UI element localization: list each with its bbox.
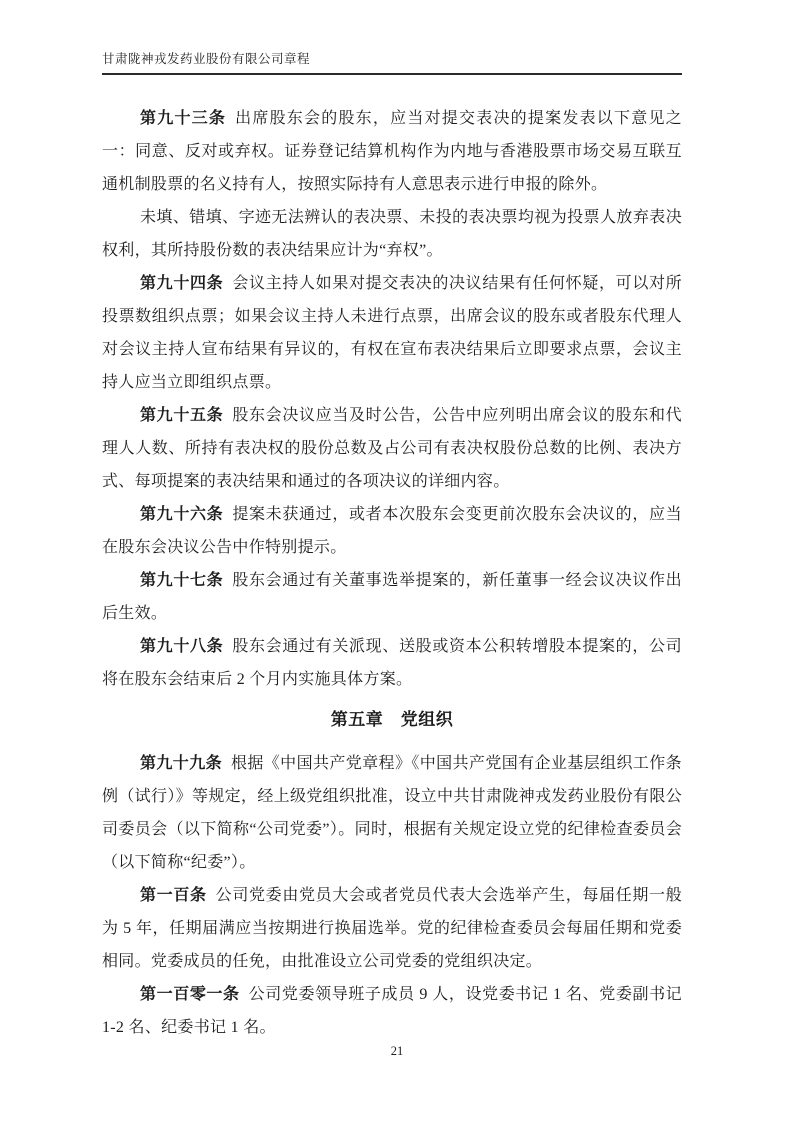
paragraph-article-98 xyxy=(102,630,682,696)
paragraph-continuation xyxy=(102,201,682,267)
article-text: 根据《中国共产党章程》《中国共产党国有企业基层组织工作条例（试行）》等规定，经上级党组织批准，设立中共甘肃陇神戎发药业股份有限公司委员会（以下简称“公司党委”）。同时，根据有关规定设立党的纪律检查委员会（以下简称“纪委”）。 xyxy=(102,754,682,871)
article-number: 第一百零一条 xyxy=(140,985,240,1003)
article-number: 第九十五条 xyxy=(140,406,224,424)
page-number: 21 xyxy=(390,1044,404,1058)
article-number: 第九十三条 xyxy=(140,109,227,127)
article-text: 会议主持人如果对提交表决的决议结果有任何怀疑，可以对所投票数组织点票；如果会议主持人未进行点票，出席会议的股东或者股东代理人对会议主持人宣布结果有异议的，有权在宣布表决结果后立即要求点票，会议主持人应当立即组织点票。 xyxy=(102,274,682,391)
paragraph-article-95 xyxy=(102,399,682,498)
article-text: 股东会通过有关派现、送股或资本公积转增股本提案的，公司将在股东会结束后 2 个月内实施具体方案。 xyxy=(102,637,682,688)
article-text: 公司党委领导班子成员 9 人，设党委书记 1 名、党委副书记 1-2 名、纪委书记 1 名。 xyxy=(102,985,682,1036)
article-text: 股东会决议应当及时公告，公告中应列明出席会议的股东和代理人人数、所持有表决权的股份总数及占公司有表决权股份总数的比例、表决方式、每项提案的表决结果和通过的各项决议的详细内容。 xyxy=(102,406,682,490)
paragraph-article-96 xyxy=(102,498,682,564)
article-number: 第九十八条 xyxy=(140,637,224,655)
header-title: 甘肃陇神戎发药业股份有限公司章程 xyxy=(102,50,682,75)
paragraph-article-101 xyxy=(102,978,682,1044)
article-text: 提案未获通过，或者本次股东会变更前次股东会决议的，应当在股东会决议公告中作特别提示。 xyxy=(102,505,682,556)
article-text: 股东会通过有关董事选举提案的，新任董事一经会议决议作出后生效。 xyxy=(102,571,682,622)
page-header xyxy=(102,50,682,75)
article-number: 第九十四条 xyxy=(140,274,224,292)
article-number: 第一百条 xyxy=(140,886,207,904)
paragraph-article-100 xyxy=(102,879,682,978)
chapter-heading: 第五章 党组织 xyxy=(330,709,454,729)
paragraph-article-97 xyxy=(102,564,682,630)
paragraph-article-93 xyxy=(102,102,682,201)
article-text: 出席股东会的股东，应当对提交表决的提案发表以下意见之一：同意、反对或弃权。证券登记结算机构作为内地与香港股票市场交易互联互通机制股票的名义持有人，按照实际持有人意思表示进行申报的除外。 xyxy=(102,109,682,193)
paragraph-article-94 xyxy=(102,267,682,399)
article-number: 第九十六条 xyxy=(140,505,224,523)
article-number: 第九十七条 xyxy=(140,571,224,589)
article-number: 第九十九条 xyxy=(140,754,222,772)
article-text: 未填、错填、字迹无法辨认的表决票、未投的表决票均视为投票人放弃表决权利，其所持股份数的表决结果应计为“弃权”。 xyxy=(102,208,682,259)
article-text: 公司党委由党员大会或者党员代表大会选举产生，每届任期一般为 5 年，任期届满应当按期进行换届选举。党的纪律检查委员会每届任期和党委相同。党委成员的任免，由批准设立公司党委的党组织决定。 xyxy=(102,886,682,970)
document-body xyxy=(102,102,682,1044)
paragraph-article-99 xyxy=(102,747,682,879)
